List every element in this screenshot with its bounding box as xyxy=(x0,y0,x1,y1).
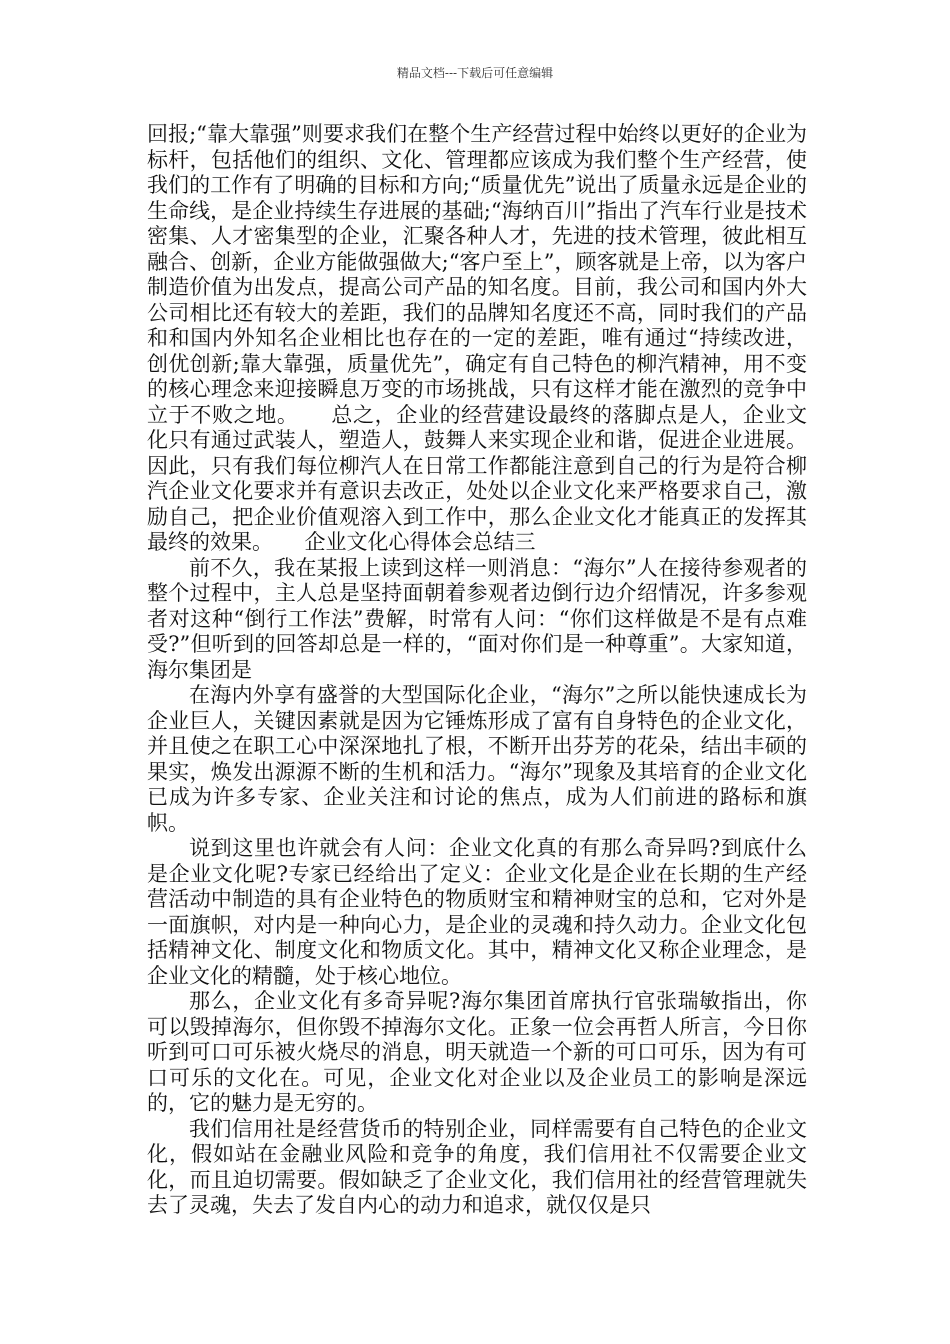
paragraph: 说到这里也许就会有人问：企业文化真的有那么奇异吗?到底什么是企业文化呢?专家已经给出了定义：企业文化是企业在长期的生产经营活动中制造的具有企业特色的物质财宝和精神财宝的总和，它对外是一面旗帜，对内是一种向心力，是企业的灵魂和持久动力。企业文化包括精神文化、制度文化和物质文化。其中，精神文化又称企业理念，是企业文化的精髓，处于核心地位。 xyxy=(147,836,807,988)
paragraph: 前不久，我在某报上读到这样一则消息：“海尔”人在接待参观者的整个过程中，主人总是坚持面朝着参观者边倒行边介绍情况，许多参观者对这种“倒行工作法”费解，时常有人问：“你们这样做是不是有点难受?”但听到的回答却总是一样的，“面对你们是一种尊重”。大家知道，海尔集团是 xyxy=(147,555,807,682)
paragraph: 那么，企业文化有多奇异呢?海尔集团首席执行官张瑞敏指出，你可以毁掉海尔，但你毁不掉海尔文化。正象一位会再哲人所言，今日你听到可口可乐被火烧尽的消息，明天就造一个新的可口可乐，因为有可口可乐的文化在。可见，企业文化对企业以及企业员工的影响是深远的，它的魅力是无穷的。 xyxy=(147,989,807,1115)
document-body xyxy=(147,122,807,1219)
paragraph: 回报;“靠大靠强”则要求我们在整个生产经营过程中始终以更好的企业为标杆，包括他们的组织、文化、管理都应该成为我们整个生产经营，使我们的工作有了明确的目标和方向;“质量优先”说出了质量永远是企业的生命线，是企业持续生存进展的基础;“海纳百川”指出了汽车行业是技术密集、人才密集型的企业，汇聚各种人才，先进的技术管理，彼此相互融合、创新，企业方能做强做大;“客户至上”，顾客就是上帝，以为客户制造价值为出发点，提高公司产品的知名度。目前，我公司和国内外大公司相比还有较大的差距，我们的品牌知名度还不高，同时我们的产品和和国内外知名企业相比也存在的一定的差距，唯有通过“持续改进，创优创新;靠大靠强，质量优先”，确定有自己特色的柳汽精神，用不变的核心理念来迎接瞬息万变的市场挑战，只有这样才能在激烈的竞争中立于不败之地。 总之，企业的经营建设最终的落脚点是人，企业文化只有通过武装人，塑造人，鼓舞人来实现企业和谐，促进企业进展。因此，只有我们每位柳汽人在日常工作都能注意到自己的行为是符合柳汽企业文化要求并有意识去改正，处处以企业文化来严格要求自己，激励自己，把企业价值观溶入到工作中，那么企业文化才能真正的发挥其最终的效果。 企业文化心得体会总结三 xyxy=(147,122,807,554)
paragraph: 我们信用社是经营货币的特别企业，同样需要有自己特色的企业文化，假如站在金融业风险和竞争的角度，我们信用社不仅需要企业文化，而且迫切需要。假如缺乏了企业文化，我们信用社的经营管理就失去了灵魂，失去了发自内心的动力和追求，就仅仅是只 xyxy=(147,1116,807,1217)
page-header: 精品文档---下载后可任意编辑 xyxy=(396,66,554,80)
paragraph: 在海内外享有盛誉的大型国际化企业，“海尔”之所以能快速成长为企业巨人，关键因素就是因为它锤炼形成了富有自身特色的企业文化，并且使之在职工心中深深地扎了根，不断开出芬芳的花朵，结出丰硕的果实，焕发出源源不断的生机和活力。“海尔”现象及其培育的企业文化已成为许多专家、企业关注和讨论的焦点，成为人们前进的路标和旗帜。 xyxy=(147,683,807,835)
